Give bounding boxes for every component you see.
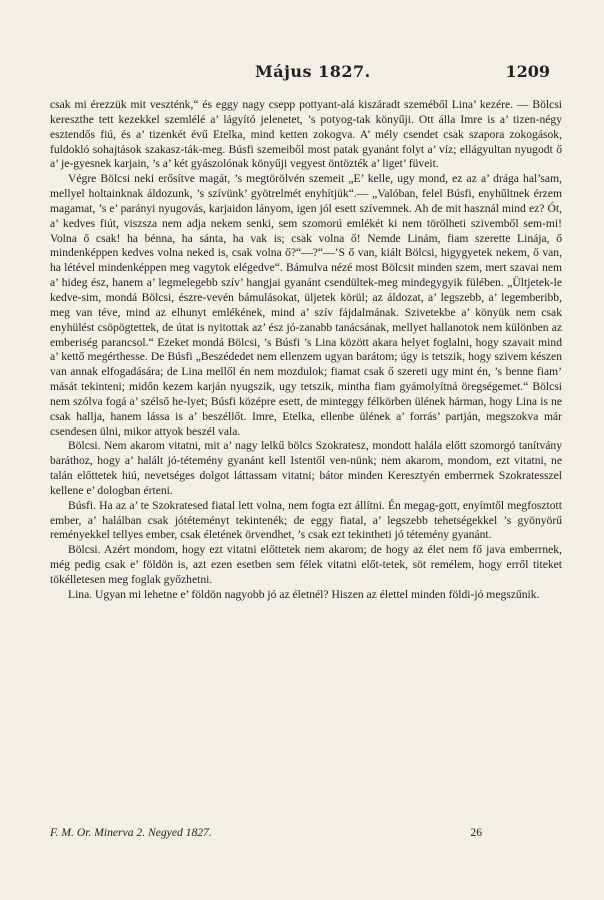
- paragraph: Búsfi. Ha az a’ te Szokratesed fiatal lett volna, nem fogta ezt állítni. Én megag-gott, enyímtől megfosztott ember, a’ halálban csak jótéteményt tekintenék; de eggy fiatal, a’ legszebb tehetségekkel ’s gyönyörű reményekkel tellyes ember, csak életének örvendhet, ’s csak ezt tekintheti jó tétemény gyanánt.: [50, 498, 562, 542]
- paragraph: Lina. Ugyan mi lehetne e’ földön nagyobb jó az életnél? Hiszen az élettel minden földi-jó megszűnik.: [68, 587, 540, 601]
- sheet-number: 26: [470, 826, 482, 839]
- paragraph: Bölcsi. Azért mondom, hogy ezt vitatni előttetek nem akarom; de hogy az élet nem fő java emberrnek, még pedig csak e’ földön is, azt ezen esetben sem félek vitatni előt-tetek, söt remélem, hogy erről titeket tökélletesen meg foglak győzhetni.: [50, 543, 562, 586]
- signature-line: [50, 826, 562, 839]
- paragraph: Végre Bölcsi neki erősítve magát, ’s megtörölvén szemeit „E’ kelle, ugy mond, ez az a’ drága hal’sam, mellyel holtainknak áldozunk, ’s szívünk’ gyötrelmét enyhítjük“.— „Valóban, felel Búsfi, enyhűltnek érzem magamat, ’s e’ parányi nyugovás, karjaidon lányom, igen jól esett szívemnek. Ah de mit használ mind ez? Ót, a’ kedves fiút, viszsza nem adja nekem senki, sem szomorú emlékét ki nem törölheti szivemből sem-mi! Volna ő csak! ha bénna, ha sánta, ha vak is; csak volna ő! Nemde Linám, fiam szerette Linája, ő mindenképpen kedves volna neked is, csak volna ő?“—?“—’S ő van, kiált Bölcsi, higygyetek nekem, ő van, ha létével mindenképpen meg vagytok elégedve“. Bámulva nézé most Bölcsit minden szem, mert szavai nem a’ hideg ész, hanem a’ legmelegebb szív’ hangjai gyanánt csendültek-meg mindegygyik fülében. „Ültjetek-le kedve-sim, mondá Bölcsi, észre-vevén bámulásokat, üljetek körül; az áldozat, a’ legszebb, a’ legemberibb, meg van téve, mind az elhunyt emlékének, mind a’ szív fájdalmának. Szivetekbe a’ könyük nem csak enyhülést csöpögtettek, de útat is nyitottak az’ ész jó-zanabb tanácsának, mellyet hallanotok nem különben az emberiség parancsol.“ Ezeket mondá Bölcsi, ’s Búsfi ’s Lina között akara helyet foglalni, hogy szavait mind a’ kettő megérthesse. De Búsfi „Beszédedet nem ellenzem ugyan barátom; úgy is tetszik, hogy szivem készen van annak elfogadására; de Lina mellől én nem mozdulok; fiamat csak ő szereti ugy mint én, ’s benne fiam’ mását tekinteni; midőn kezem karján nyugszik, ugy tetszik, mintha fiam gyámolyítná öregségemet.“ Bölcsi nem szólva fogá a’ szélső he-lyet; Búsfi középre esett, de minteggy félkörben ülének hárman, hogy Lina is ne csak hallja, hanem lássa is a’ beszéllőt. Imre, Etelka, ellenbe ülének a’ forrás’ partján, megszokva már csendesen ülni, mikor attyok beszél vala.: [50, 172, 562, 438]
- running-header: [50, 62, 562, 88]
- page-number: 1209: [505, 62, 550, 81]
- body-text: [50, 98, 562, 603]
- paragraph: Bölcsi. Nem akarom vitatni, mit a’ nagy lelkű bölcs Szokratesz, mondott halála előtt szomorgó tanítvány baráthoz, hogy a’ halált jó-tétemény gyanánt kell Istentől ven-nünk; nem akarom, mondom, ezt vitatni, ne talán előttetek hiú, nevetséges dolgot láttassam vitatni; bátor minden Keresztyén emberrnek Szokratesszel kellene e’ dologban érteni.: [50, 439, 562, 497]
- paragraph: csak mi érezzük mit veszténk,“ és eggy nagy csepp pottyant-alá kiszáradt szeméből Lina’ kezére. — Bölcsi kereszthe tett kezekkel szemlélé a’ lágyító jelenetet, ’s potyog-tak könyűji. Ott álla Imre is a’ tizen-négy esztendős fiú, és a’ tizenkét évű Etelka, mind ketten zokogva. A’ mély csendet csak szapora zokogások, fuldokló sohajtások szakasz-ták-meg. Búsfi szemeiből most patak gyanánt folyt a’ víz; ellágyultan nyugodt ő a’ je-gyesnek karjain, ’s a’ két gyászolónak könyűji vegyest öntözték a’ liget’ füveit.: [50, 98, 562, 171]
- running-title: Május 1827.: [255, 62, 371, 81]
- printer-signature: F. M. Or. Minerva 2. Negyed 1827.: [50, 826, 212, 839]
